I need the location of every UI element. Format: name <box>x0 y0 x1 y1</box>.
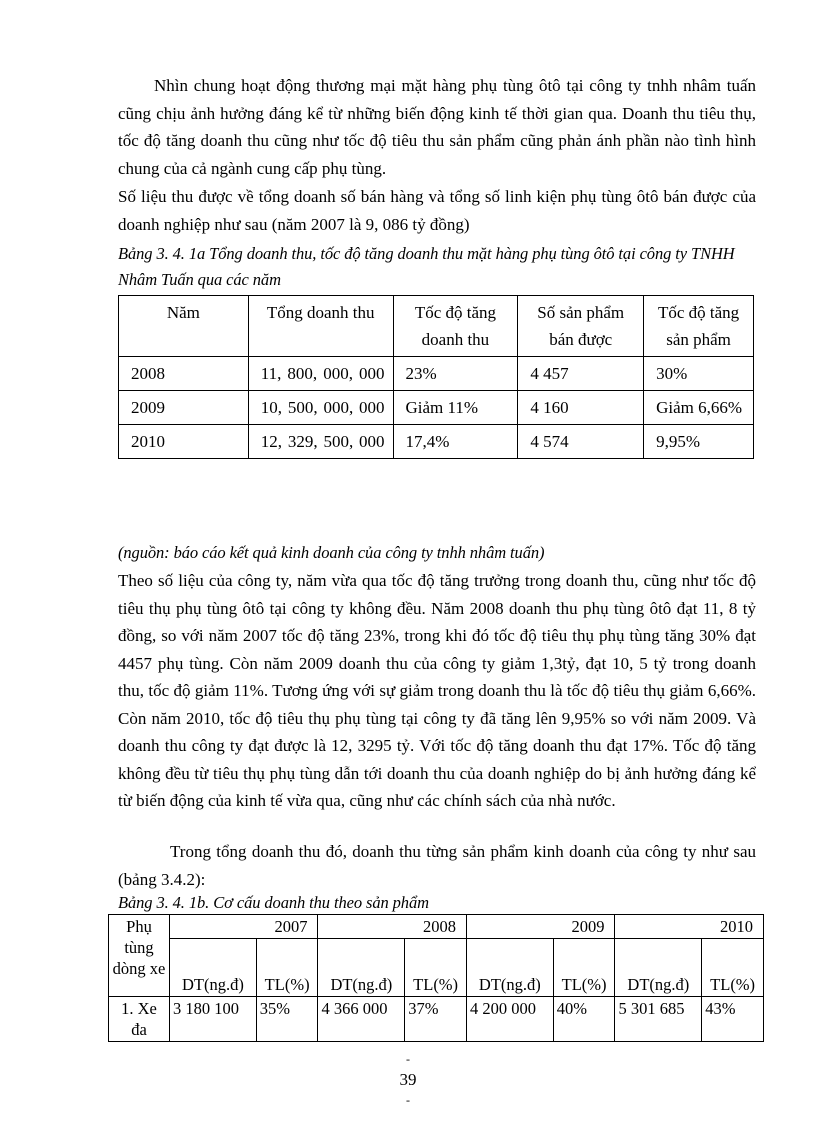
table-header-cell: Tổng doanh thu <box>248 296 393 357</box>
table-header-row <box>109 915 764 939</box>
year-header: 2010 <box>615 915 764 939</box>
year-header: 2008 <box>318 915 466 939</box>
table-cell: 4 574 <box>518 425 644 459</box>
table-cell: 11, 800, 000, 000 <box>248 357 393 391</box>
dt-header: DT(ng.đ) <box>170 939 257 997</box>
table-cell: 23% <box>393 357 518 391</box>
table-cell: Giảm 6,66% <box>644 391 754 425</box>
paragraph-data-intro: Số liệu thu được về tổng doanh số bán hàng và tổng số linh kiện phụ tùng ôtô bán được của doanh nghiệp như sau (năm 2007 là 9, 086 tỷ đồng) <box>118 187 756 234</box>
table-header-cell: Số sản phẩm bán được <box>518 296 644 357</box>
table-cell: 12, 329, 500, 000 <box>248 425 393 459</box>
table-cell: 2009 <box>119 391 249 425</box>
product-revenue-table <box>108 914 764 1042</box>
table-cell: 1. Xe đa <box>109 997 170 1042</box>
tl-header: TL(%) <box>702 939 764 997</box>
paragraph-product-breakdown: Trong tổng doanh thu đó, doanh thu từng sản phẩm kinh doanh của công ty như sau (bảng 3.4.2): <box>118 842 756 889</box>
footer-dash-bottom: - <box>406 1093 410 1107</box>
table-cell: 5 301 685 <box>615 997 702 1042</box>
table2-caption: Bảng 3. 4. 1b. Cơ cấu doanh thu theo sản phẩm <box>118 893 429 912</box>
table-header-cell: Tốc độ tăng sản phẩm <box>644 296 754 357</box>
year-header: 2007 <box>170 915 318 939</box>
table-cell: 37% <box>405 997 467 1042</box>
table1-source: (nguồn: báo cáo kết quả kinh doanh của công ty tnhh nhâm tuấn) <box>118 543 545 562</box>
table-row <box>119 357 754 391</box>
footer-dash-top: - <box>406 1052 410 1066</box>
table-cell: 3 180 100 <box>170 997 257 1042</box>
paragraph-intro: Nhìn chung hoạt động thương mại mặt hàng phụ tùng ôtô tại công ty tnhh nhâm tuấn cũng chịu ảnh hưởng đáng kể từ những biến động kinh tế thời gian qua. Doanh thu tiêu thụ, tốc độ tăng doanh thu cũng như tốc độ tiêu thu sản phẩm cũng phản ánh phần nào tình hình chung của cả ngành cung cấp phụ tùng. <box>118 76 756 178</box>
revenue-table <box>118 295 754 459</box>
table-header-cell: Tốc độ tăng doanh thu <box>393 296 518 357</box>
table-cell: 17,4% <box>393 425 518 459</box>
table-cell: 9,95% <box>644 425 754 459</box>
dt-header: DT(ng.đ) <box>318 939 405 997</box>
table-cell: 43% <box>702 997 764 1042</box>
table-cell: 10, 500, 000, 000 <box>248 391 393 425</box>
table-cell: 4 200 000 <box>466 997 553 1042</box>
tl-header: TL(%) <box>405 939 467 997</box>
table-cell: Giảm 11% <box>393 391 518 425</box>
page-number: 39 <box>399 1070 417 1089</box>
table1-caption: Bảng 3. 4. 1a Tổng doanh thu, tốc độ tăng doanh thu mặt hàng phụ tùng ôtô tại công ty TNHH Nhâm Tuấn qua các năm <box>118 244 735 289</box>
tl-header: TL(%) <box>553 939 615 997</box>
tl-header: TL(%) <box>256 939 318 997</box>
table-cell: 30% <box>644 357 754 391</box>
table-row <box>109 997 764 1042</box>
dt-header: DT(ng.đ) <box>615 939 702 997</box>
table-cell: 35% <box>256 997 318 1042</box>
table-cell: 2010 <box>119 425 249 459</box>
table-cell: 4 366 000 <box>318 997 405 1042</box>
table-cell: 4 457 <box>518 357 644 391</box>
table-cell: 4 160 <box>518 391 644 425</box>
table-header-row <box>119 296 754 357</box>
table-cell: 40% <box>553 997 615 1042</box>
table-row <box>119 425 754 459</box>
table-header-cell: Năm <box>119 296 249 357</box>
table-row <box>119 391 754 425</box>
dt-header: DT(ng.đ) <box>466 939 553 997</box>
table-subheader-row <box>109 939 764 997</box>
paragraph-analysis: Theo số liệu của công ty, năm vừa qua tốc độ tăng trưởng trong doanh thu, cũng như tốc độ tiêu thụ phụ tùng ôtô tại công ty không đều. Năm 2008 doanh thu phụ tùng ôtô đạt 11, 8 tỷ đồng, so với năm 2007 tốc độ tăng 23%, trong khi đó tốc độ tiêu thụ phụ tùng tăng 30% đạt 4457 phụ tùng. Còn năm 2009 doanh thu của công ty giảm 1,3tỷ, đạt 10, 5 tỷ trong doanh thu, tốc độ giảm 11%. Tương ứng với sự giảm trong doanh thu là tốc độ tiêu thụ giảm 6,66%. Còn năm 2010, tốc độ tiêu thụ phụ tùng tại công ty đã tăng lên 9,95% so với năm 2009. Và doanh thu công ty đạt được là 12, 3295 tỷ. Với tốc độ tăng doanh thu đạt 17%. Tốc độ tăng không đều từ tiêu thụ phụ tùng dẫn tới doanh thu của doanh nghiệp do bị ảnh hưởng đáng kể từ biến động của kinh tế vừa qua, cũng như các chính sách của nhà nước. <box>118 571 756 810</box>
table-header-cell: Phụ tùng dòng xe <box>109 915 170 997</box>
year-header: 2009 <box>466 915 614 939</box>
table-cell: 2008 <box>119 357 249 391</box>
